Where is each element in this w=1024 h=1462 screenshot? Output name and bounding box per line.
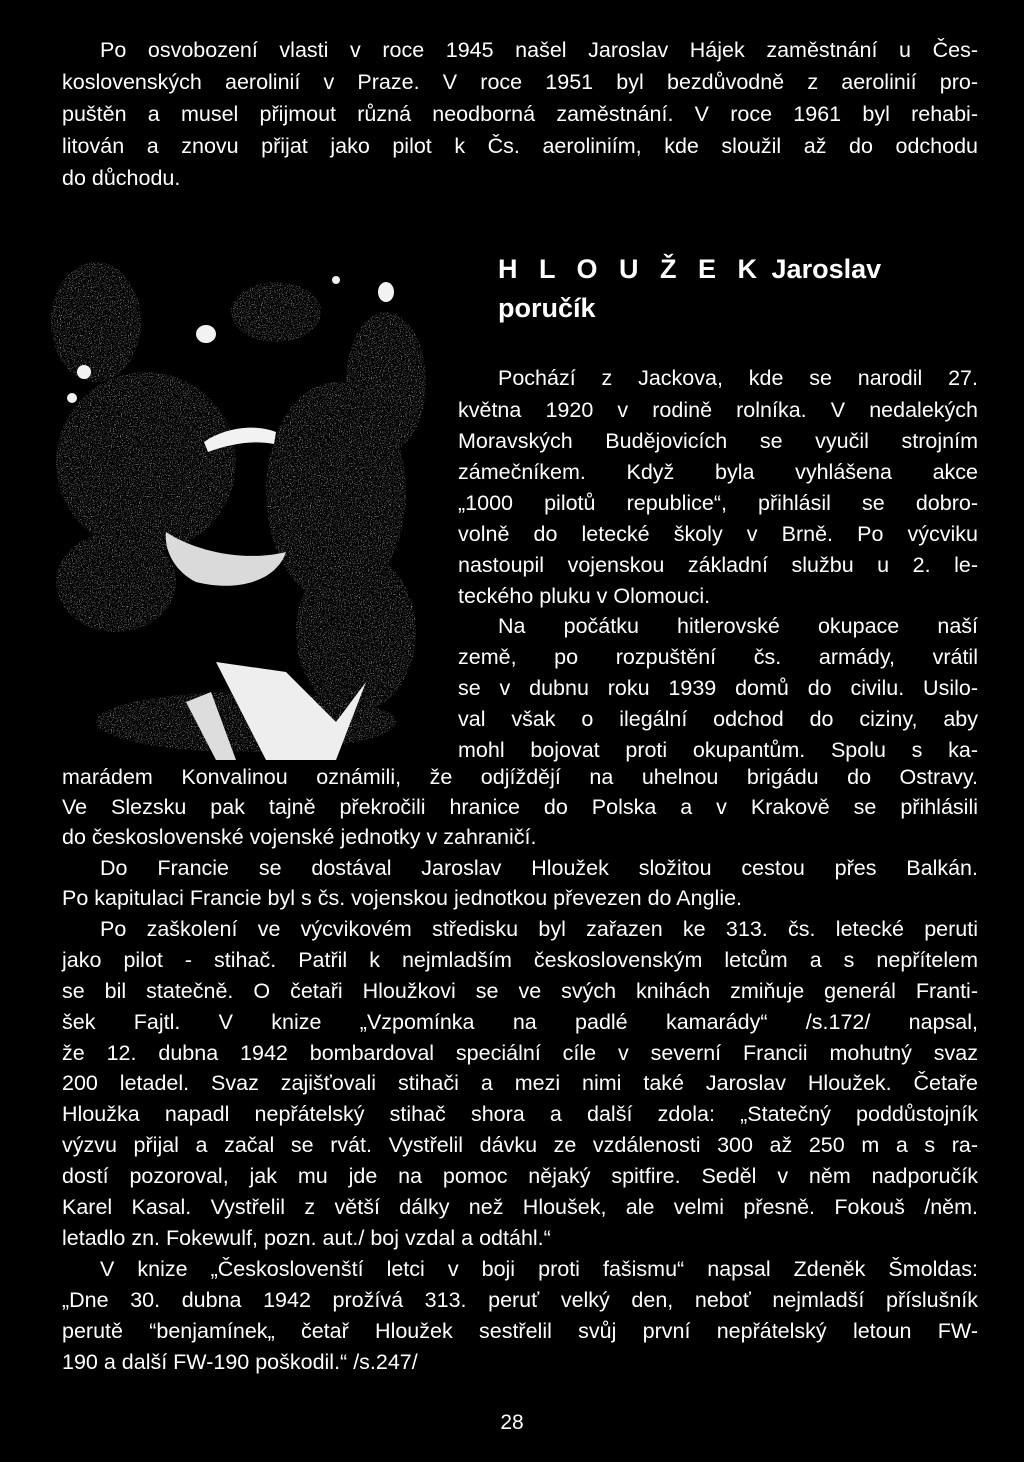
entry-name-heading	[498, 251, 881, 287]
body-line: V knize „Českoslovenští letci v boji proti fašismu“ napsal Zdeněk Šmoldas:	[100, 1257, 978, 1281]
body-line: země, po rozpuštění čs. armády, vrátil	[458, 645, 978, 669]
body-line: 190 a další FW-190 poškodil.“ /s.247/	[62, 1350, 418, 1374]
body-line: Karel Kasal. Vystřelil z větší dálky než Hloušek, ale velmi přesně. Fokouš /něm.	[62, 1195, 978, 1219]
body-line: „1000 pilotů republice“, přihlásil se dobro-	[458, 491, 978, 515]
body-line: zámečníkem. Když byla vyhlášena akce	[458, 460, 978, 484]
body-line: Po zaškolení ve výcvikovém středisku byl zařazen ke 313. čs. letecké peruti	[100, 917, 978, 941]
body-line: Pochází z Jackova, kde se narodil 27.	[498, 366, 978, 390]
portrait-photo	[36, 252, 448, 760]
body-line: že 12. dubna 1942 bombardoval speciální cíle v severní Francii mohutný svaz	[62, 1041, 978, 1065]
body-line: se bil statečně. O četaři Hloužkovi se ve svých knihách zmiňuje generál Franti-	[62, 979, 978, 1003]
body-line: Ve Slezsku pak tajně překročili hranice do Polska a v Krakově se přihlásili	[62, 795, 978, 819]
body-line: Na počátku hitlerovské okupace naší	[498, 614, 978, 638]
entry-rank: poručík	[498, 293, 596, 323]
body-line: „Dne 30. dubna 1942 prožívá 313. peruť velký den, neboť nejmladší příslušník	[62, 1288, 978, 1312]
intro-line-3: puštěn a musel přijmout různá neodborná zaměstnání. V roce 1961 byl rehabi-	[62, 102, 978, 126]
body-line: Po kapitulaci Francie byl s čs. vojenskou jednotkou převezen do Anglie.	[62, 886, 743, 910]
body-line: výzvu přijal a začal se rvát. Vystřelil dávku ze vzdálenosti 300 až 250 m a s ra-	[62, 1133, 978, 1157]
intro-line-5: do důchodu.	[62, 166, 181, 190]
body-line: marádem Konvalinou oznámili, že odjíždějí na uhelnou brigádu do Ostravy.	[62, 765, 978, 789]
body-line: Hloužka napadl nepřátelský stihač shora a další zdola: „Statečný poddůstojník	[62, 1102, 978, 1126]
body-line: se v dubnu roku 1939 domů do civilu. Usilo-	[458, 676, 978, 700]
body-line: šek Fajtl. V knize „Vzpomínka na padlé kamarády“ /s.172/ napsal,	[62, 1010, 978, 1034]
body-line: Moravských Budějovicích se vyučil strojním	[458, 429, 978, 453]
body-line: května 1920 v rodině rolníka. V nedalekých	[458, 398, 978, 422]
body-line: Do Francie se dostával Jaroslav Hloužek složitou cestou přes Balkán.	[100, 856, 978, 880]
intro-line-2: koslovenských aerolinií v Praze. V roce 1951 byl bezdůvodně z aerolinií pro-	[62, 70, 978, 94]
body-line: nastoupil vojenskou základní službu u 2. le-	[458, 553, 978, 577]
body-line: mohl bojovat proti okupantům. Spolu s ka-	[458, 738, 978, 762]
entry-given-name: Jaroslav	[771, 254, 882, 284]
body-line: jako pilot - stihač. Patřil k nejmladším československým letcům a s nepřítelem	[62, 948, 978, 972]
page-number: 28	[500, 1411, 524, 1434]
body-line: do československé vojenské jednotky v zahraničí.	[62, 825, 537, 849]
body-line: 200 letadel. Svaz zajišťovali stihači a mezi nimi také Jaroslav Hloužek. Četaře	[62, 1071, 978, 1095]
body-line: perutě “benjamínek„ četař Hloužek sestřelil svůj první nepřátelský letoun FW-	[62, 1319, 978, 1343]
body-line: letadlo zn. Fokewulf, pozn. aut./ boj vzdal a odtáhl.“	[62, 1226, 551, 1250]
entry-surname: H L O U Ž E K	[498, 254, 765, 284]
body-line: teckého pluku v Olomouci.	[458, 584, 711, 608]
intro-line-1: Po osvobození vlasti v roce 1945 našel Jaroslav Hájek zaměstnání u Čes-	[100, 38, 978, 62]
body-line: volně do letecké školy v Brně. Po výcviku	[458, 522, 978, 546]
intro-line-4: litován a znovu přijat jako pilot k Čs. aeroliniím, kde sloužil až do odchodu	[62, 134, 978, 158]
body-line: val však o ilegální odchod do ciziny, aby	[458, 707, 978, 731]
body-line: dostí pozoroval, jak mu jde na pomoc nějaký spitfire. Seděl v něm nadporučík	[62, 1164, 978, 1188]
